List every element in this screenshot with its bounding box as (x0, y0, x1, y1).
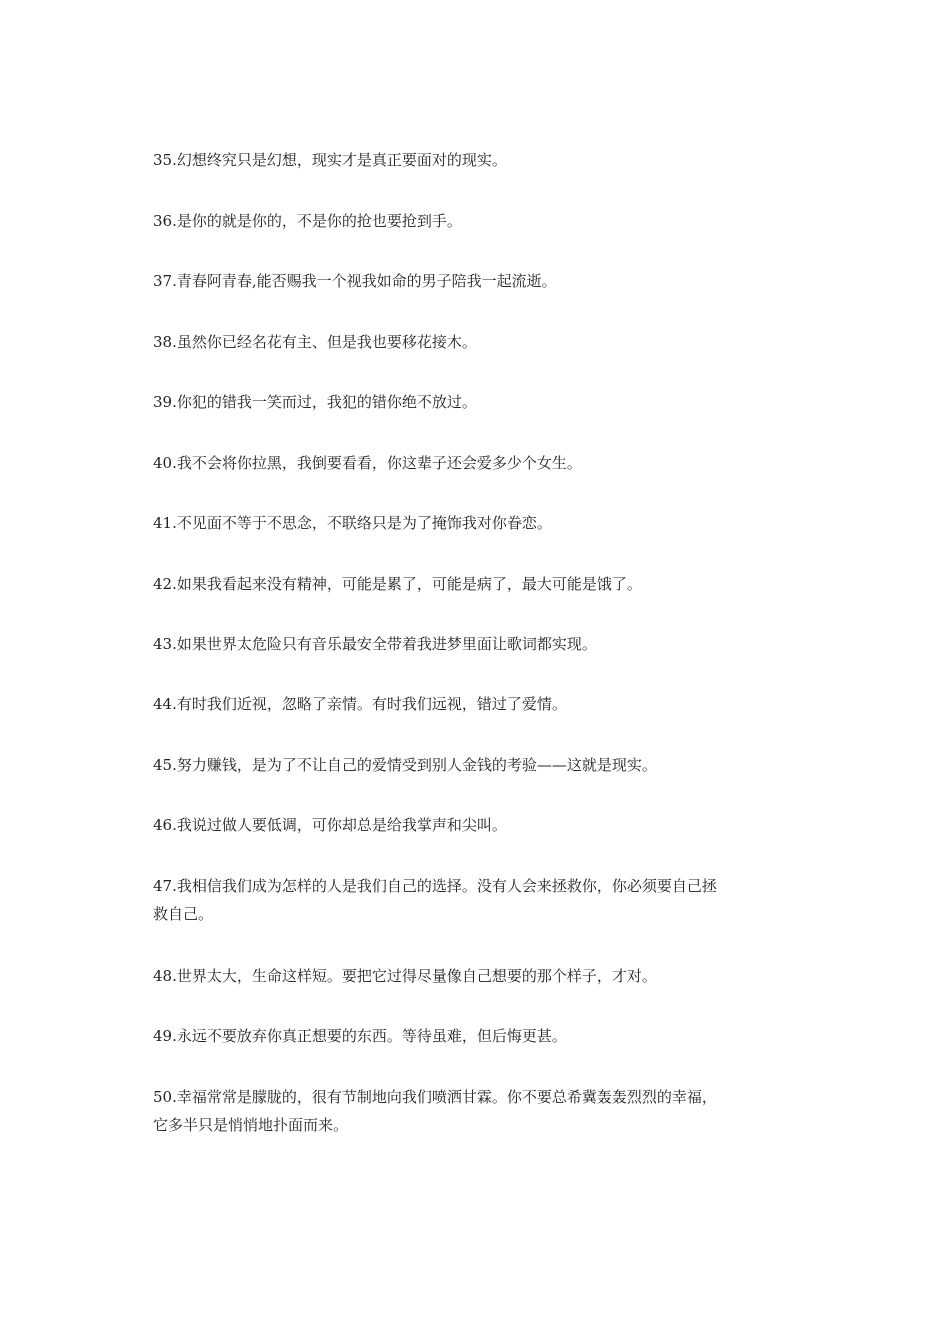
quote-item-48: 48.世界太大，生命这样短。要把它过得尽量像自己想要的那个样子，才对。 (153, 967, 657, 985)
quote-item-40: 40.我不会将你拉黑，我倒要看看，你这辈子还会爱多少个女生。 (153, 454, 582, 472)
quote-item-45: 45.努力赚钱，是为了不让自己的爱情受到别人金钱的考验——这就是现实。 (153, 756, 657, 774)
quote-item-39: 39.你犯的错我一笑而过，我犯的错你绝不放过。 (153, 393, 477, 411)
quote-item-44: 44.有时我们近视，忽略了亲情。有时我们远视，错过了爱情。 (153, 695, 567, 713)
quote-item-38: 38.虽然你已经名花有主、但是我也要移花接木。 (153, 333, 477, 351)
quote-item-41: 41.不见面不等于不思念，不联络只是为了掩饰我对你眷恋。 (153, 514, 552, 532)
quote-item-36: 36.是你的就是你的，不是你的抢也要抢到手。 (153, 212, 462, 230)
quote-item-35: 35.幻想终究只是幻想，现实才是真正要面对的现实。 (153, 151, 507, 169)
quote-item-49: 49.永远不要放弃你真正想要的东西。等待虽难，但后悔更甚。 (153, 1027, 567, 1045)
quote-item-43: 43.如果世界太危险只有音乐最安全带着我进梦里面让歌词都实现。 (153, 635, 597, 653)
quote-item-37: 37.青春阿青春,能否赐我一个视我如命的男子陪我一起流逝。 (153, 272, 557, 290)
quote-item-50: 50.幸福常常是朦胧的，很有节制地向我们喷洒甘霖。你不要总希冀轰轰烈烈的幸福， 它多半只是悄悄地扑面而来。 (153, 1088, 717, 1134)
quote-item-46: 46.我说过做人要低调，可你却总是给我掌声和尖叫。 (153, 816, 507, 834)
quote-item-42: 42.如果我看起来没有精神，可能是累了，可能是病了，最大可能是饿了。 (153, 575, 642, 593)
quote-item-47: 47.我相信我们成为怎样的人是我们自己的选择。没有人会来拯救你，你必须要自己拯 救自己。 (153, 877, 717, 923)
